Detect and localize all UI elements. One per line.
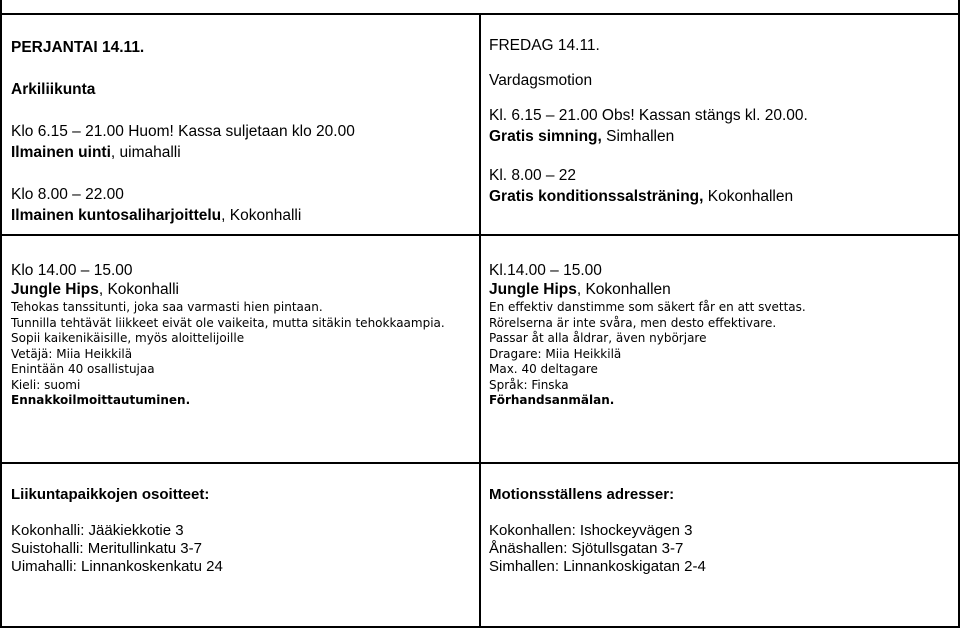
fi-friday-day: PERJANTAI 14.11. <box>11 39 145 56</box>
sv-friday-cell <box>489 35 949 207</box>
fi-address-suistohalli: Suistohalli: Meritullinkatu 3-7 <box>11 540 202 557</box>
fi-jungle-cell <box>11 261 473 409</box>
fi-jungle-desc-1: Tehokas tanssitunti, joka saa varmasti hien pintaan. <box>11 300 323 314</box>
fi-swim-title: Ilmainen uinti <box>11 144 111 161</box>
fi-jungle-capacity: Enintään 40 osallistujaa <box>11 362 155 376</box>
fi-jungle-desc-3: Sopii kaikenikäisille, myös aloittelijoille <box>11 331 245 345</box>
fi-address-uimahalli: Uimahalli: Linnankoskenkatu 24 <box>11 558 223 575</box>
sv-jungle-desc-3: Passar åt alla åldrar, även nybörjare <box>489 331 707 345</box>
sv-address-kokonhallen: Kokonhallen: Ishockeyvägen 3 <box>489 522 693 539</box>
fi-address-kokonhalli: Kokonhalli: Jääkiekkotie 3 <box>11 522 184 539</box>
fi-friday-swim <box>11 142 471 163</box>
sv-addresses-heading: Motionsställens adresser: <box>489 486 675 503</box>
sv-swim-place: Simhallen <box>601 128 675 145</box>
fi-swim-place: , uimahalli <box>110 144 181 161</box>
sv-friday-swim <box>489 126 949 147</box>
sv-jungle-desc-2: Rörelserna är inte svåra, men desto effektivare. <box>489 315 777 330</box>
fi-jungle-instructor: Vetäjä: Miia Heikkilä <box>11 346 133 361</box>
table-border-left <box>0 0 2 628</box>
fi-addresses-heading: Liikuntapaikkojen osoitteet: <box>11 486 210 503</box>
sv-address-simhallen: Simhallen: Linnankoskigatan 2-4 <box>489 558 706 575</box>
sv-jungle-name: Jungle Hips <box>489 281 577 298</box>
sv-addresses-cell <box>489 486 949 576</box>
sv-jungle-title <box>489 280 949 300</box>
fi-friday-section: Arkiliikunta <box>11 81 96 98</box>
sv-jungle-language: Språk: Finska <box>489 377 569 392</box>
sv-address-anashallen: Ånäshallen: Sjötullsgatan 3-7 <box>489 540 684 557</box>
sv-friday-gym <box>489 186 949 207</box>
fi-jungle-registration: Ennakkoilmoittautuminen. <box>11 393 191 407</box>
fi-friday-gym-hours: Klo 8.00 – 22.00 <box>11 186 124 203</box>
fi-gym-place: , Kokonhalli <box>221 207 302 224</box>
fi-jungle-language: Kieli: suomi <box>11 377 81 392</box>
sv-jungle-instructor: Dragare: Miia Heikkilä <box>489 346 622 361</box>
fi-addresses-cell <box>11 486 471 576</box>
sv-jungle-capacity: Max. 40 deltagare <box>489 362 598 376</box>
sv-gym-title: Gratis konditionssalsträning, <box>489 188 704 205</box>
sv-jungle-desc-1: En effektiv danstimme som säkert får en att svettas. <box>489 300 806 314</box>
fi-jungle-place: , Kokonhalli <box>98 281 179 298</box>
fi-jungle-time: Klo 14.00 – 15.00 <box>11 262 133 279</box>
fi-friday-cell <box>11 37 471 226</box>
fi-jungle-name: Jungle Hips <box>11 281 99 298</box>
fi-friday-hours: Klo 6.15 – 21.00 Huom! Kassa suljetaan klo 20.00 <box>11 123 355 140</box>
sv-friday-section: Vardagsmotion <box>489 72 593 89</box>
sv-gym-place: Kokonhallen <box>703 188 794 205</box>
fi-gym-title: Ilmainen kuntosaliharjoittelu <box>11 207 222 224</box>
column-divider <box>479 13 481 628</box>
sv-swim-title: Gratis simning, <box>489 128 602 145</box>
fi-jungle-title <box>11 280 473 300</box>
sv-jungle-cell <box>489 261 949 409</box>
sv-friday-gym-hours: Kl. 8.00 – 22 <box>489 167 577 184</box>
sv-jungle-place: , Kokonhallen <box>576 281 671 298</box>
sv-jungle-time: Kl.14.00 – 15.00 <box>489 262 602 279</box>
sv-jungle-registration: Förhandsanmälan. <box>489 393 615 407</box>
sv-friday-hours: Kl. 6.15 – 21.00 Obs! Kassan stängs kl. 20.00. <box>489 107 808 124</box>
sv-friday-day: FREDAG 14.11. <box>489 37 600 54</box>
fi-friday-gym <box>11 205 471 226</box>
fi-jungle-desc-2: Tunnilla tehtävät liikkeet eivät ole vaikeita, mutta sitäkin tehokkaampia. <box>11 315 445 330</box>
